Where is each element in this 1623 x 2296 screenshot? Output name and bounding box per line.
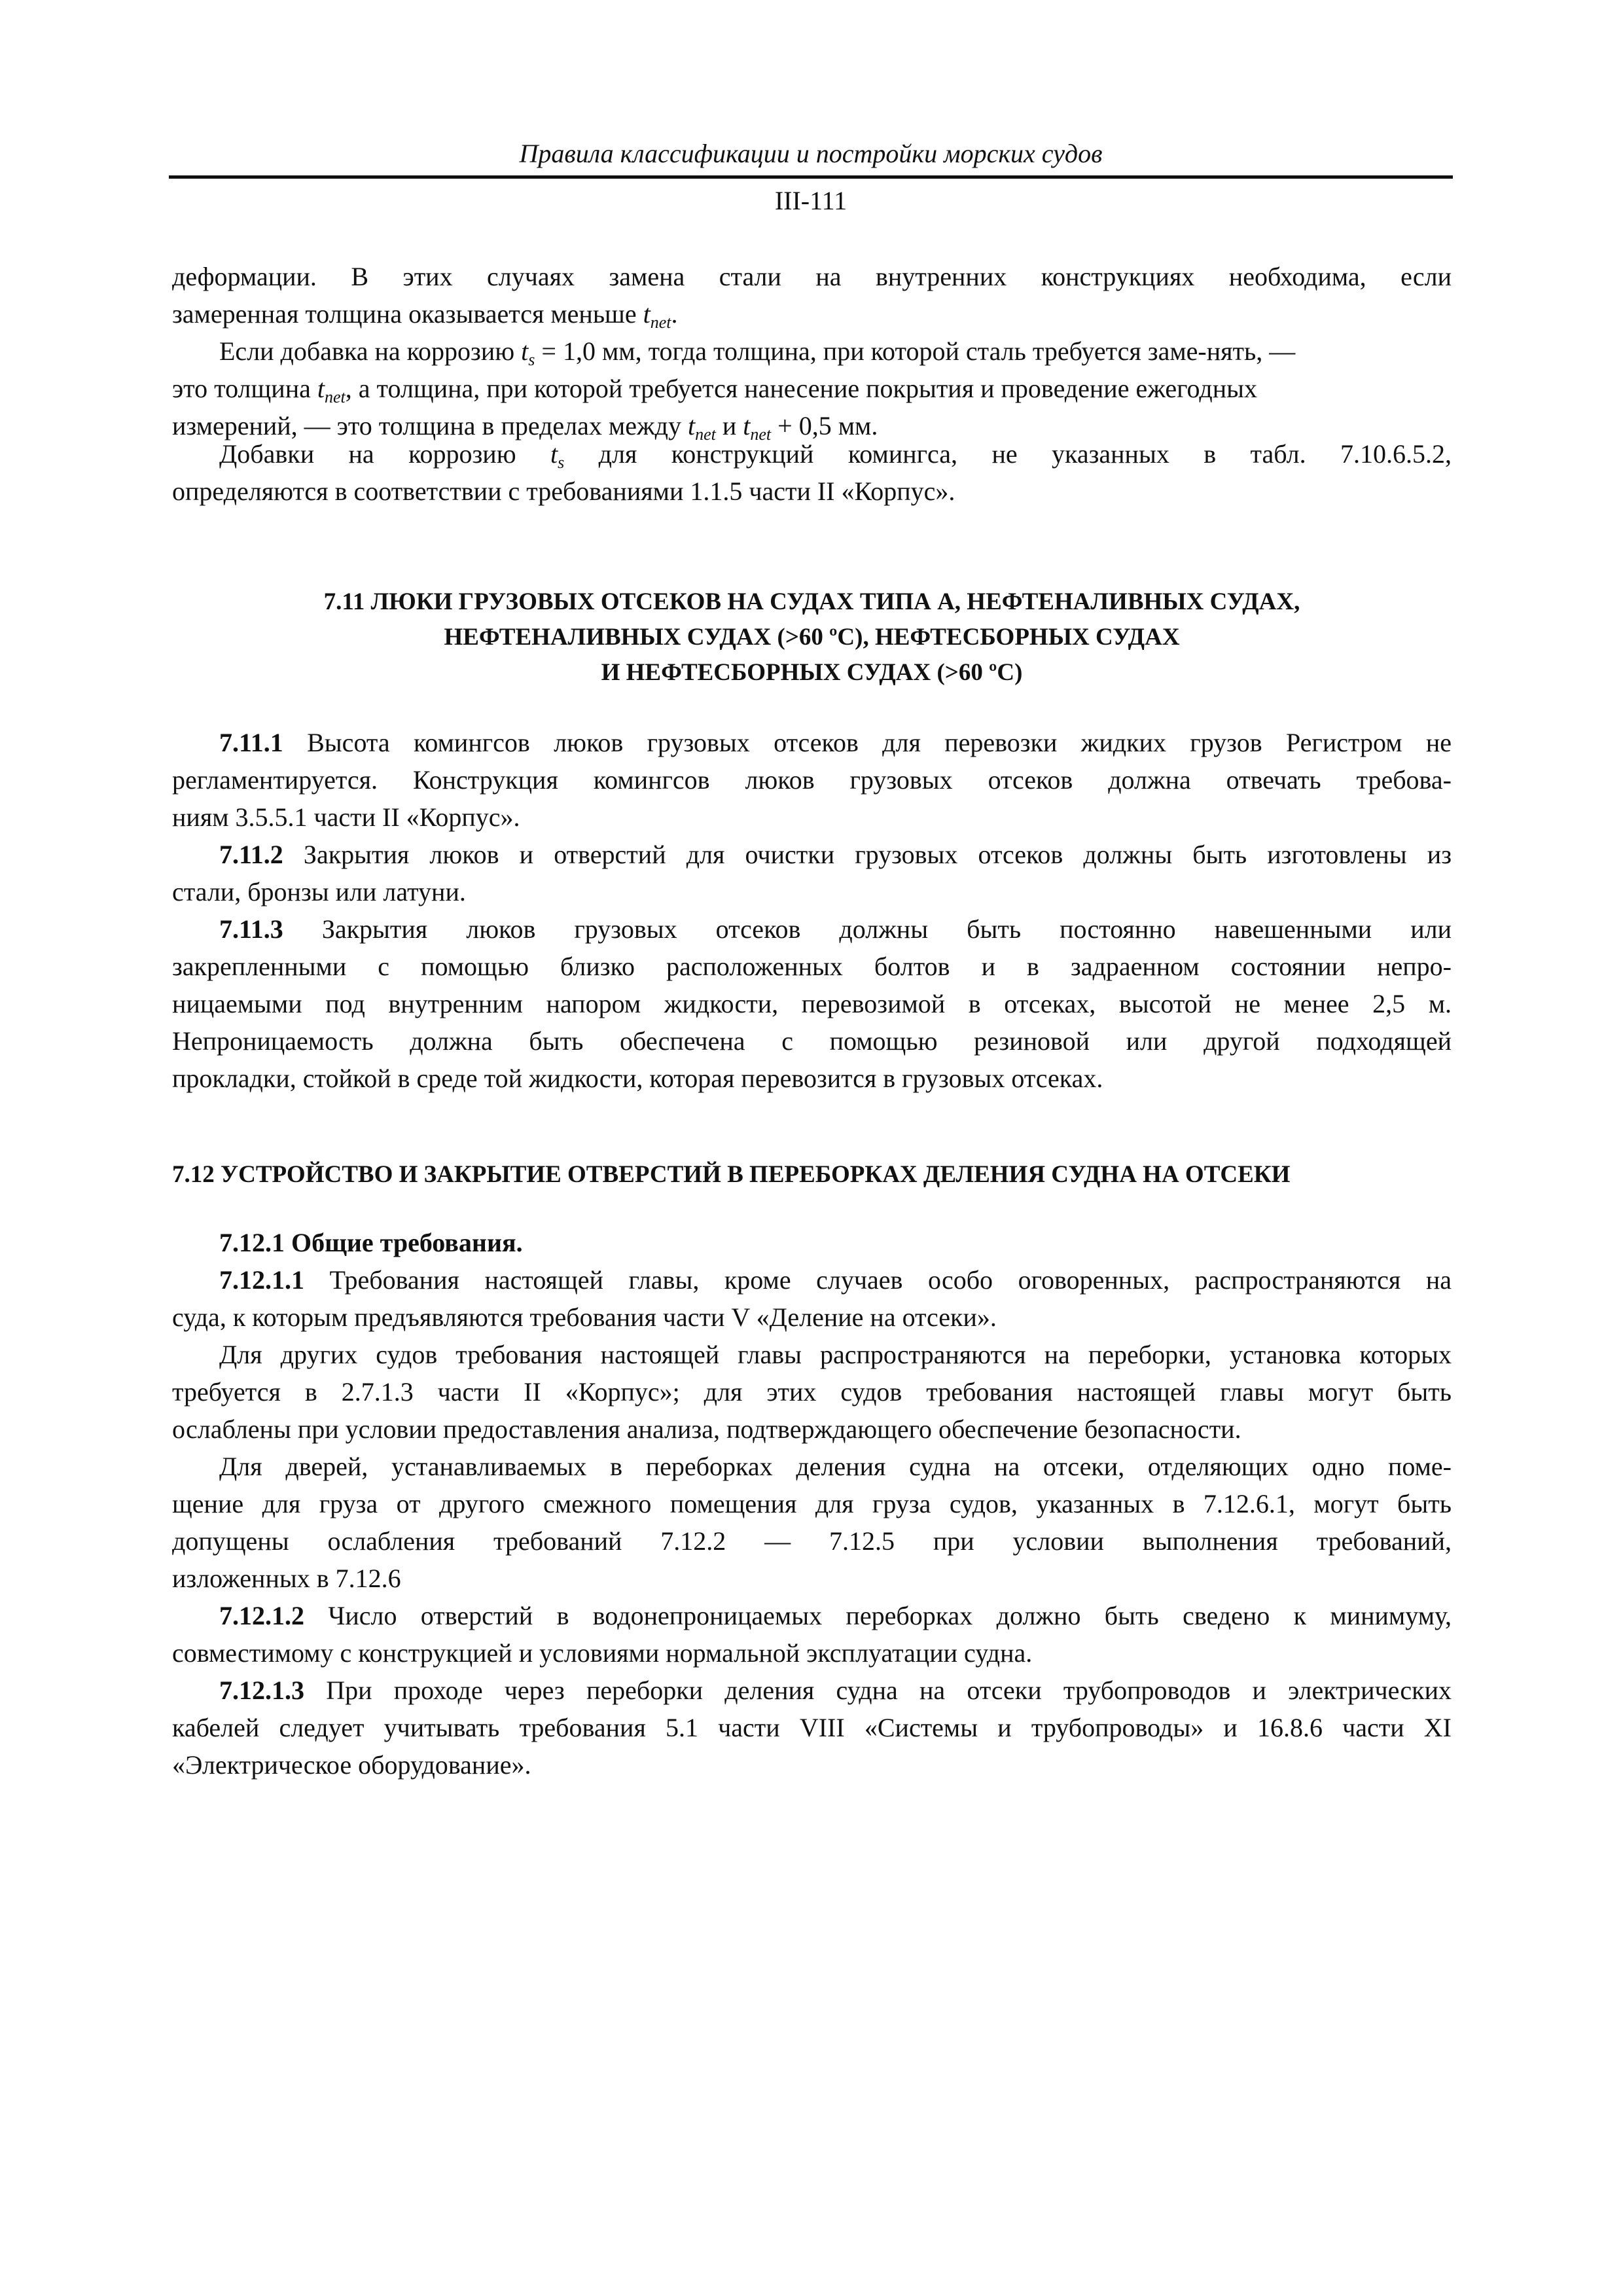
text-line: требуется в 2.7.1.3 части II «Корпус»; для этих судов требования настоящей главы могут быть	[172, 1377, 1452, 1407]
clause-number: 7.12.1.2	[219, 1601, 304, 1630]
text-line: это толщина $t_{net}$, а толщина, при которой требуется нанесение покрытия и проведение ежегодных	[172, 374, 1257, 406]
text-line: совместимому с конструкцией и условиями нормальной эксплуатации судна.	[172, 1638, 1033, 1668]
paragraph-coaming-corrosion	[172, 435, 1452, 510]
text-line: Если добавка на коррозию $t_s = 1,0$ мм, тогда толщина, при которой сталь требуется заме-нять, —	[219, 336, 1296, 369]
text-line: Добавки на коррозию $t_s$ для конструкций комингса, не указанных в табл. 7.10.6.5.2,	[219, 439, 1452, 472]
title-line: 7.11 ЛЮКИ ГРУЗОВЫХ ОТСЕКОВ НА СУДАХ ТИПА А, НЕФТЕНАЛИВНЫХ СУДАХ,	[323, 588, 1300, 615]
text-line: 7.11.2 Закрытия люков и отверстий для очистки грузовых отсеков должны быть изготовлены из	[219, 840, 1452, 869]
section-712-title: 7.12 УСТРОЙСТВО И ЗАКРЫТИЕ ОТВЕРСТИЙ В ПЕРЕБОРКАХ ДЕЛЕНИЯ СУДНА НА ОТСЕКИ	[172, 1161, 1291, 1188]
symbol-t-net: $t_{net}$	[643, 299, 671, 332]
paragraph-deformation	[172, 258, 1452, 332]
text-line: 7.12.1.2 Число отверстий в водонепроницаемых переборках должно быть сведено к минимуму,	[219, 1601, 1452, 1630]
clause-number: 7.12.1.1	[219, 1265, 304, 1295]
text-line: ницаемыми под внутренним напором жидкости, перевозимой в отсеках, высотой не менее 2,5 м.	[172, 989, 1452, 1018]
clause-number: 7.11.3	[219, 914, 283, 944]
text-line: Для других судов требования настоящей главы распространяются на переборки, установка которых	[219, 1340, 1452, 1369]
header-rule	[169, 175, 1453, 179]
subsection-heading: 7.12.1 Общие требования.	[219, 1228, 523, 1257]
subsection-7-12-1	[172, 1224, 1452, 1261]
text-line: 7.12.1.3 При проходе через переборки деления судна на отсеки трубопроводов и электрических	[219, 1676, 1452, 1705]
text-line: изложенных в 7.12.6	[172, 1564, 401, 1593]
text-line: деформации. В этих случаях замена стали на внутренних конструкциях необходима, если	[172, 262, 1452, 291]
text-line: ослаблены при условии предоставления анализа, подтверждающего обеспечение безопасности.	[172, 1414, 1241, 1444]
section-711-title	[172, 584, 1452, 691]
text-line: допущены ослабления требований 7.12.2 — 7.12.5 при условии выполнения требований,	[172, 1526, 1452, 1556]
text-line: регламентируется. Конструкция комингсов люков грузовых отсеков должна отвечать требова-	[172, 765, 1452, 795]
text-line: щение для груза от другого смежного помещения для груза судов, указанных в 7.12.6.1, могут быть	[172, 1489, 1452, 1518]
title-line: И НЕФТЕСБОРНЫХ СУДАХ (>60 ºC)	[601, 659, 1023, 686]
title-line: НЕФТЕНАЛИВНЫХ СУДАХ (>60 ºC), НЕФТЕСБОРНЫХ СУДАХ	[444, 624, 1180, 651]
text-line: суда, к которым предъявляются требования части V «Деление на отсеки».	[172, 1302, 997, 1332]
clause-7-12-1-2	[172, 1597, 1452, 1672]
clause-7-11-1	[172, 724, 1452, 836]
text-line: измерений, — это толщина в пределах между $t_{net}$ и $t_{net} + 0,5$ мм.	[172, 411, 878, 444]
text-line: 7.12.1.1 Требования настоящей главы, кроме случаев особо оговоренных, распространяются на	[219, 1265, 1452, 1295]
clause-7-12-1-3	[172, 1672, 1452, 1784]
clause-7-12-1-1	[172, 1261, 1452, 1336]
symbol-t-net: $t_{net}$	[317, 374, 346, 406]
symbol-t-s: $t_s$	[521, 336, 535, 369]
text-line: 7.11.1 Высота комингсов люков грузовых отсеков для перевозки жидких грузов Регистром не	[219, 728, 1452, 757]
clause-7-11-3	[172, 910, 1452, 1097]
text-line: стали, бронзы или латуни.	[172, 877, 466, 906]
text-line: кабелей следует учитывать требования 5.1 части VIII «Системы и трубопроводы» и 16.8.6 части XI	[172, 1713, 1452, 1742]
text-line: замеренная толщина оказывается меньше $t_{net}$.	[172, 299, 678, 332]
symbol-t-s: $t_s$	[550, 439, 565, 472]
text-line: определяются в соответствии с требованиями 1.1.5 части II «Корпус».	[172, 476, 955, 506]
paragraph-other-ships	[172, 1336, 1452, 1448]
text-line: ниям 3.5.5.1 части II «Корпус».	[172, 802, 520, 832]
text-line: прокладки, стойкой в среде той жидкости, которая перевозится в грузовых отсеках.	[172, 1064, 1103, 1093]
clause-7-11-2	[172, 836, 1452, 910]
symbol-t-net: $t_{net}$	[687, 411, 716, 444]
paragraph-doors	[172, 1448, 1452, 1597]
text-line: закрепленными с помощью близко расположенных болтов и в задраенном состоянии непро-	[172, 952, 1452, 981]
clause-number: 7.11.1	[219, 728, 283, 757]
text-line: «Электрическое оборудование».	[172, 1750, 531, 1780]
clause-number: 7.11.2	[219, 840, 283, 869]
clause-number: 7.12.1.3	[219, 1676, 304, 1705]
symbol-t-net: $t_{net}$	[743, 411, 772, 444]
text-line: 7.11.3 Закрытия люков грузовых отсеков должны быть постоянно навешенными или	[219, 914, 1452, 944]
page-number: III-111	[774, 186, 847, 215]
text-line: Непроницаемость должна быть обеспечена с помощью резиновой или другой подходящей	[172, 1026, 1452, 1056]
paragraph-corrosion-addition	[172, 332, 1452, 444]
running-header: Правила классификации и постройки морских судов	[519, 139, 1103, 168]
text-line: Для дверей, устанавливаемых в переборках деления судна на отсеки, отделяющих одно поме-	[219, 1452, 1452, 1481]
